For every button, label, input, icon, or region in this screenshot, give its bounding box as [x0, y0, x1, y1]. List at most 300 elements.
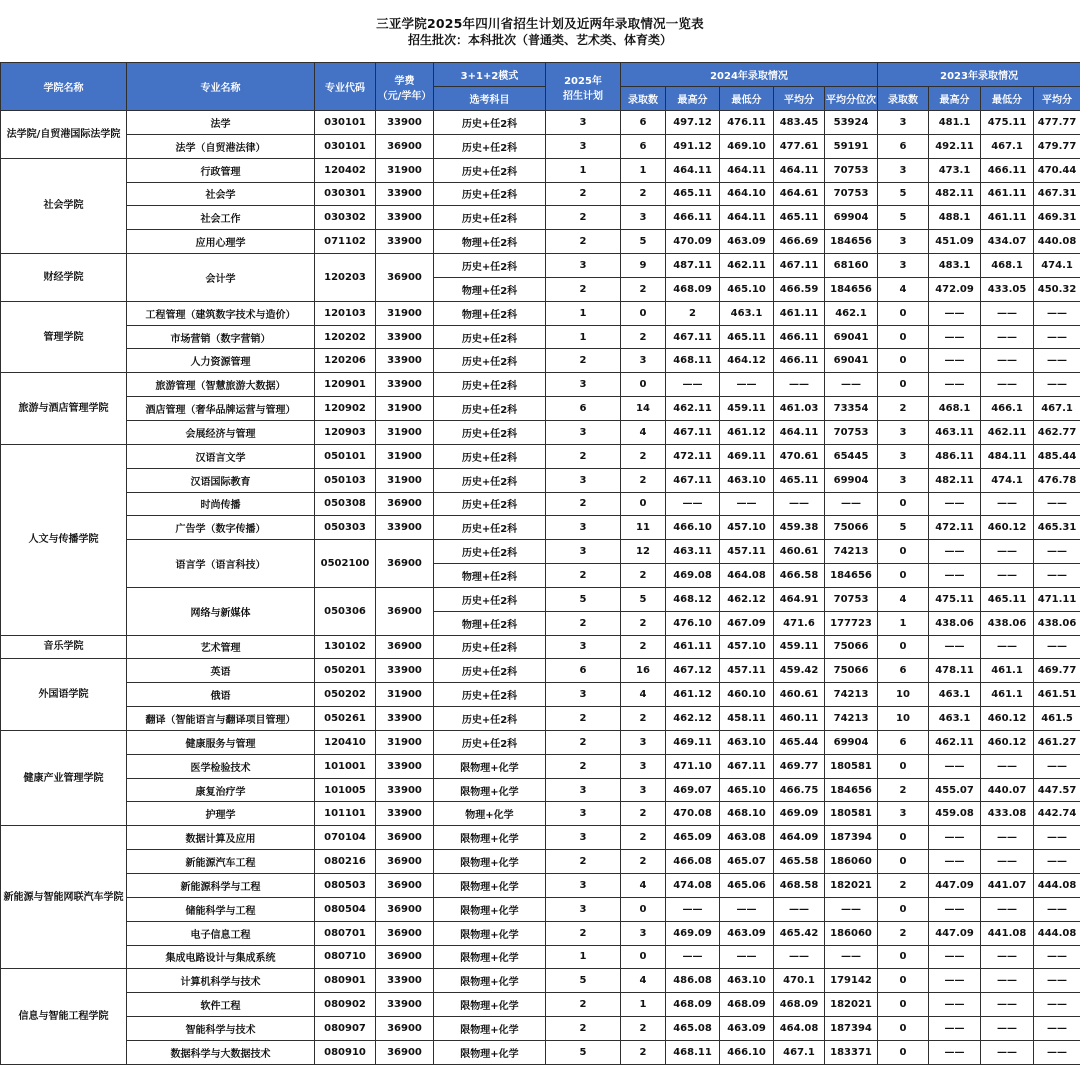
min-score-2024: 459.11 — [720, 397, 774, 421]
admitted-2023: 3 — [878, 158, 929, 182]
max-score-2024: 466.10 — [666, 516, 720, 540]
max-score-2023: 472.11 — [929, 516, 981, 540]
min-score-2024: 464.10 — [720, 182, 774, 206]
max-score-2024: 476.10 — [666, 611, 720, 635]
min-score-2024: 469.11 — [720, 444, 774, 468]
admitted-2023: 0 — [878, 1040, 929, 1064]
max-score-2024: 472.11 — [666, 444, 720, 468]
min-score-2023: 466.11 — [981, 158, 1034, 182]
min-score-2024: 457.10 — [720, 516, 774, 540]
avg-rank-2024: 75066 — [825, 516, 878, 540]
tuition-fee: 36900 — [376, 874, 434, 898]
max-score-2024: 462.12 — [666, 707, 720, 731]
plan-2025: 3 — [546, 778, 621, 802]
title-block — [0, 0, 1080, 62]
major-code: 120410 — [315, 730, 376, 754]
avg-score-2024: 466.58 — [774, 564, 825, 588]
subject-requirement: 历史+任2科 — [434, 254, 546, 278]
plan-2025: 1 — [546, 945, 621, 969]
min-score-2023: —— — [981, 373, 1034, 397]
tuition-fee: 33900 — [376, 707, 434, 731]
admitted-2023: 0 — [878, 754, 929, 778]
avg-rank-2024: 70753 — [825, 158, 878, 182]
max-score-2024: 467.11 — [666, 420, 720, 444]
plan-2025: 3 — [546, 468, 621, 492]
table-row — [1, 1040, 1080, 1064]
plan-2025: 5 — [546, 1040, 621, 1064]
avg-score-2023: —— — [1034, 540, 1080, 564]
admitted-2023: 0 — [878, 492, 929, 516]
admitted-2024: 3 — [621, 754, 666, 778]
major-code: 080907 — [315, 1017, 376, 1041]
subject-requirement: 限物理+化学 — [434, 754, 546, 778]
admitted-2023: 1 — [878, 611, 929, 635]
plan-2025: 3 — [546, 420, 621, 444]
plan-2025: 2 — [546, 921, 621, 945]
avg-score-2024: —— — [774, 492, 825, 516]
tuition-fee: 36900 — [376, 492, 434, 516]
header-plan-line2: 招生计划 — [563, 90, 603, 102]
min-score-2023: 468.1 — [981, 254, 1034, 278]
avg-score-2024: 469.09 — [774, 802, 825, 826]
avg-score-2024: 483.45 — [774, 111, 825, 135]
max-score-2024: 462.11 — [666, 397, 720, 421]
tuition-fee: 33900 — [376, 969, 434, 993]
plan-2025: 2 — [546, 182, 621, 206]
major-name: 软件工程 — [127, 993, 315, 1017]
admitted-2023: 10 — [878, 683, 929, 707]
tuition-fee: 36900 — [376, 134, 434, 158]
avg-score-2023: —— — [1034, 325, 1080, 349]
min-score-2023: 474.1 — [981, 468, 1034, 492]
header-2023-col: 最低分 — [981, 87, 1034, 111]
header-2024: 2024年录取情况 — [621, 63, 878, 87]
admitted-2023: 2 — [878, 397, 929, 421]
tuition-fee: 36900 — [376, 945, 434, 969]
major-name: 健康服务与管理 — [127, 730, 315, 754]
major-name: 电子信息工程 — [127, 921, 315, 945]
avg-rank-2024: 184656 — [825, 230, 878, 254]
admitted-2023: 3 — [878, 802, 929, 826]
header-2023-col: 录取数 — [878, 87, 929, 111]
avg-score-2023: 465.31 — [1034, 516, 1080, 540]
plan-2025: 2 — [546, 349, 621, 373]
tuition-fee: 36900 — [376, 540, 434, 588]
college-name: 信息与智能工程学院 — [1, 969, 127, 1064]
tuition-fee: 33900 — [376, 349, 434, 373]
table-row — [1, 659, 1080, 683]
avg-score-2023: 444.08 — [1034, 874, 1080, 898]
min-score-2023: —— — [981, 754, 1034, 778]
table-row — [1, 111, 1080, 135]
avg-score-2023: 461.27 — [1034, 730, 1080, 754]
table-row — [1, 254, 1080, 278]
major-name: 社会学 — [127, 182, 315, 206]
min-score-2024: 468.09 — [720, 993, 774, 1017]
major-name: 新能源汽车工程 — [127, 850, 315, 874]
major-code: 050103 — [315, 468, 376, 492]
admitted-2024: 9 — [621, 254, 666, 278]
admitted-2024: 2 — [621, 564, 666, 588]
table-row — [1, 778, 1080, 802]
header-2023: 2023年录取情况 — [878, 63, 1080, 87]
tuition-fee: 33900 — [376, 206, 434, 230]
max-score-2024: 469.07 — [666, 778, 720, 802]
admitted-2024: 0 — [621, 492, 666, 516]
min-score-2024: 466.10 — [720, 1040, 774, 1064]
min-score-2023: 484.11 — [981, 444, 1034, 468]
avg-score-2024: 465.42 — [774, 921, 825, 945]
admitted-2023: 2 — [878, 778, 929, 802]
max-score-2023: —— — [929, 826, 981, 850]
major-code: 0502100 — [315, 540, 376, 588]
admitted-2023: 2 — [878, 921, 929, 945]
major-name: 数据计算及应用 — [127, 826, 315, 850]
avg-score-2023: 444.08 — [1034, 921, 1080, 945]
avg-score-2024: 466.69 — [774, 230, 825, 254]
max-score-2023: 492.11 — [929, 134, 981, 158]
min-score-2024: 476.11 — [720, 111, 774, 135]
min-score-2024: 465.10 — [720, 778, 774, 802]
table-header — [1, 63, 1080, 111]
avg-score-2024: 464.91 — [774, 587, 825, 611]
min-score-2024: —— — [720, 373, 774, 397]
subject-requirement: 限物理+化学 — [434, 874, 546, 898]
major-code: 080902 — [315, 993, 376, 1017]
min-score-2023: 467.1 — [981, 134, 1034, 158]
table-row — [1, 945, 1080, 969]
tuition-fee: 33900 — [376, 802, 434, 826]
plan-2025: 2 — [546, 993, 621, 1017]
header-2024-col: 平均分位次 — [825, 87, 878, 111]
major-code: 120901 — [315, 373, 376, 397]
admitted-2024: 4 — [621, 420, 666, 444]
max-score-2023: —— — [929, 945, 981, 969]
major-code: 030101 — [315, 111, 376, 135]
plan-2025: 6 — [546, 659, 621, 683]
plan-2025: 2 — [546, 850, 621, 874]
major-name: 人力资源管理 — [127, 349, 315, 373]
college-name: 社会学院 — [1, 158, 127, 253]
max-score-2023: 478.11 — [929, 659, 981, 683]
admitted-2024: 0 — [621, 373, 666, 397]
min-score-2023: 466.1 — [981, 397, 1034, 421]
admitted-2024: 2 — [621, 802, 666, 826]
avg-score-2024: 460.61 — [774, 683, 825, 707]
min-score-2023: —— — [981, 540, 1034, 564]
tuition-fee: 33900 — [376, 516, 434, 540]
min-score-2023: 460.12 — [981, 707, 1034, 731]
major-code: 080503 — [315, 874, 376, 898]
plan-2025: 2 — [546, 492, 621, 516]
plan-2025: 3 — [546, 373, 621, 397]
plan-2025: 2 — [546, 230, 621, 254]
avg-score-2024: 464.08 — [774, 1017, 825, 1041]
admitted-2024: 2 — [621, 611, 666, 635]
min-score-2023: —— — [981, 325, 1034, 349]
max-score-2023: —— — [929, 1017, 981, 1041]
plan-2025: 3 — [546, 897, 621, 921]
min-score-2024: 457.11 — [720, 540, 774, 564]
max-score-2024: —— — [666, 373, 720, 397]
tuition-fee: 33900 — [376, 111, 434, 135]
avg-score-2024: 459.38 — [774, 516, 825, 540]
max-score-2024: 2 — [666, 301, 720, 325]
max-score-2023: 482.11 — [929, 468, 981, 492]
admitted-2024: 2 — [621, 468, 666, 492]
avg-score-2023: 461.51 — [1034, 683, 1080, 707]
avg-score-2024: —— — [774, 945, 825, 969]
avg-score-2023: 485.44 — [1034, 444, 1080, 468]
min-score-2024: —— — [720, 492, 774, 516]
avg-score-2024: 461.11 — [774, 301, 825, 325]
major-code: 101101 — [315, 802, 376, 826]
max-score-2023: 468.1 — [929, 397, 981, 421]
tuition-fee: 31900 — [376, 158, 434, 182]
avg-score-2023: 442.74 — [1034, 802, 1080, 826]
max-score-2024: 466.11 — [666, 206, 720, 230]
admitted-2023: 5 — [878, 206, 929, 230]
min-score-2024: 458.11 — [720, 707, 774, 731]
tuition-fee: 31900 — [376, 397, 434, 421]
major-name: 法学 — [127, 111, 315, 135]
avg-score-2023: 461.5 — [1034, 707, 1080, 731]
avg-score-2024: 466.11 — [774, 349, 825, 373]
max-score-2023: 455.07 — [929, 778, 981, 802]
plan-2025: 2 — [546, 1017, 621, 1041]
avg-rank-2024: 462.1 — [825, 301, 878, 325]
subject-requirement: 历史+任2科 — [434, 707, 546, 731]
table-row — [1, 134, 1080, 158]
table-row — [1, 492, 1080, 516]
major-code: 080901 — [315, 969, 376, 993]
major-code: 101001 — [315, 754, 376, 778]
admitted-2024: 16 — [621, 659, 666, 683]
admitted-2023: 0 — [878, 635, 929, 659]
plan-2025: 2 — [546, 611, 621, 635]
min-score-2024: 462.11 — [720, 254, 774, 278]
max-score-2023: 463.1 — [929, 683, 981, 707]
subject-requirement: 历史+任2科 — [434, 206, 546, 230]
admitted-2024: 3 — [621, 730, 666, 754]
subject-requirement: 历史+任2科 — [434, 516, 546, 540]
major-code: 070104 — [315, 826, 376, 850]
admitted-2023: 3 — [878, 468, 929, 492]
table-row — [1, 516, 1080, 540]
major-name: 英语 — [127, 659, 315, 683]
admitted-2024: 4 — [621, 874, 666, 898]
subject-requirement: 物理+任2科 — [434, 611, 546, 635]
max-score-2023: 459.08 — [929, 802, 981, 826]
table-row — [1, 921, 1080, 945]
admitted-2024: 3 — [621, 349, 666, 373]
min-score-2023: 462.11 — [981, 420, 1034, 444]
admitted-2023: 0 — [878, 373, 929, 397]
min-score-2023: —— — [981, 897, 1034, 921]
plan-2025: 2 — [546, 206, 621, 230]
avg-rank-2024: 74213 — [825, 707, 878, 731]
avg-score-2024: 465.44 — [774, 730, 825, 754]
min-score-2024: 467.09 — [720, 611, 774, 635]
header-2023-col: 平均分 — [1034, 87, 1080, 111]
avg-score-2023: 462.77 — [1034, 420, 1080, 444]
college-name: 新能源与智能网联汽车学院 — [1, 826, 127, 969]
major-name: 会计学 — [127, 254, 315, 302]
admitted-2024: 1 — [621, 993, 666, 1017]
max-score-2024: 468.11 — [666, 1040, 720, 1064]
avg-rank-2024: 73354 — [825, 397, 878, 421]
min-score-2024: 463.10 — [720, 969, 774, 993]
avg-score-2024: 467.11 — [774, 254, 825, 278]
table-row — [1, 635, 1080, 659]
avg-score-2023: —— — [1034, 349, 1080, 373]
min-score-2024: —— — [720, 945, 774, 969]
min-score-2023: 461.1 — [981, 659, 1034, 683]
header-fee-line2: （元/学年） — [377, 90, 432, 102]
max-score-2024: 497.12 — [666, 111, 720, 135]
avg-rank-2024: 70753 — [825, 182, 878, 206]
avg-score-2023: 450.32 — [1034, 277, 1080, 301]
table-row — [1, 969, 1080, 993]
major-code: 130102 — [315, 635, 376, 659]
major-code: 080504 — [315, 897, 376, 921]
max-score-2023: —— — [929, 993, 981, 1017]
avg-score-2024: 460.61 — [774, 540, 825, 564]
min-score-2024: 457.10 — [720, 635, 774, 659]
max-score-2024: 467.11 — [666, 468, 720, 492]
major-name: 护理学 — [127, 802, 315, 826]
admitted-2024: 3 — [621, 778, 666, 802]
plan-2025: 3 — [546, 134, 621, 158]
subject-requirement: 限物理+化学 — [434, 993, 546, 1017]
avg-rank-2024: 75066 — [825, 659, 878, 683]
subject-requirement: 历史+任2科 — [434, 683, 546, 707]
min-score-2023: —— — [981, 349, 1034, 373]
admitted-2024: 2 — [621, 635, 666, 659]
avg-rank-2024: 182021 — [825, 993, 878, 1017]
max-score-2023: 463.1 — [929, 707, 981, 731]
avg-score-2024: 467.1 — [774, 1040, 825, 1064]
plan-2025: 3 — [546, 254, 621, 278]
min-score-2024: 468.10 — [720, 802, 774, 826]
admitted-2024: 6 — [621, 111, 666, 135]
header-2024-col: 录取数 — [621, 87, 666, 111]
min-score-2024: 464.11 — [720, 206, 774, 230]
admitted-2023: 4 — [878, 277, 929, 301]
admitted-2024: 12 — [621, 540, 666, 564]
table-row — [1, 1017, 1080, 1041]
max-score-2023: 438.06 — [929, 611, 981, 635]
avg-score-2023: —— — [1034, 1017, 1080, 1041]
major-code: 120902 — [315, 397, 376, 421]
college-name: 音乐学院 — [1, 635, 127, 659]
max-score-2024: 487.11 — [666, 254, 720, 278]
min-score-2023: —— — [981, 945, 1034, 969]
admitted-2024: 4 — [621, 683, 666, 707]
avg-score-2024: 461.03 — [774, 397, 825, 421]
table-row — [1, 683, 1080, 707]
admitted-2023: 4 — [878, 587, 929, 611]
avg-score-2024: 466.11 — [774, 325, 825, 349]
subject-requirement: 限物理+化学 — [434, 1017, 546, 1041]
document-title: 三亚学院2025年四川省招生计划及近两年录取情况一览表 — [376, 16, 704, 31]
avg-score-2023: 469.77 — [1034, 659, 1080, 683]
min-score-2023: 433.05 — [981, 277, 1034, 301]
avg-rank-2024: 53924 — [825, 111, 878, 135]
max-score-2024: 474.08 — [666, 874, 720, 898]
admitted-2023: 5 — [878, 182, 929, 206]
avg-score-2023: 470.44 — [1034, 158, 1080, 182]
tuition-fee: 33900 — [376, 230, 434, 254]
avg-score-2024: 471.6 — [774, 611, 825, 635]
avg-rank-2024: 186060 — [825, 921, 878, 945]
admitted-2023: 0 — [878, 540, 929, 564]
major-code: 050308 — [315, 492, 376, 516]
max-score-2024: 465.08 — [666, 1017, 720, 1041]
avg-score-2024: 464.09 — [774, 826, 825, 850]
admitted-2023: 0 — [878, 301, 929, 325]
max-score-2023: 488.1 — [929, 206, 981, 230]
avg-score-2023: —— — [1034, 945, 1080, 969]
avg-score-2024: 466.75 — [774, 778, 825, 802]
avg-score-2024: 470.1 — [774, 969, 825, 993]
max-score-2023: —— — [929, 564, 981, 588]
max-score-2024: —— — [666, 897, 720, 921]
major-name: 时尚传播 — [127, 492, 315, 516]
admitted-2023: 3 — [878, 230, 929, 254]
tuition-fee: 36900 — [376, 1040, 434, 1064]
major-name: 新能源科学与工程 — [127, 874, 315, 898]
subject-requirement: 物理+任2科 — [434, 564, 546, 588]
avg-score-2024: 468.09 — [774, 993, 825, 1017]
min-score-2024: 467.11 — [720, 754, 774, 778]
avg-rank-2024: 177723 — [825, 611, 878, 635]
plan-2025: 3 — [546, 683, 621, 707]
avg-score-2023: —— — [1034, 993, 1080, 1017]
plan-2025: 3 — [546, 516, 621, 540]
admitted-2024: 2 — [621, 1040, 666, 1064]
admitted-2023: 0 — [878, 945, 929, 969]
avg-score-2024: 464.11 — [774, 158, 825, 182]
tuition-fee: 36900 — [376, 897, 434, 921]
avg-score-2024: 465.11 — [774, 206, 825, 230]
plan-2025: 2 — [546, 754, 621, 778]
avg-rank-2024: —— — [825, 492, 878, 516]
major-name: 会展经济与管理 — [127, 420, 315, 444]
plan-2025: 1 — [546, 325, 621, 349]
avg-rank-2024: 184656 — [825, 564, 878, 588]
table-row — [1, 349, 1080, 373]
min-score-2024: 464.12 — [720, 349, 774, 373]
table-row — [1, 373, 1080, 397]
avg-score-2023: —— — [1034, 492, 1080, 516]
min-score-2023: 465.11 — [981, 587, 1034, 611]
subject-requirement: 历史+任2科 — [434, 492, 546, 516]
major-name: 行政管理 — [127, 158, 315, 182]
major-name: 广告学（数字传播） — [127, 516, 315, 540]
admitted-2024: 14 — [621, 397, 666, 421]
major-code: 080910 — [315, 1040, 376, 1064]
tuition-fee: 33900 — [376, 993, 434, 1017]
plan-2025: 5 — [546, 969, 621, 993]
avg-score-2023: 471.11 — [1034, 587, 1080, 611]
avg-rank-2024: 187394 — [825, 1017, 878, 1041]
avg-score-2024: 466.59 — [774, 277, 825, 301]
major-name: 社会工作 — [127, 206, 315, 230]
header-2024-col: 最低分 — [720, 87, 774, 111]
min-score-2023: —— — [981, 993, 1034, 1017]
max-score-2024: 465.09 — [666, 826, 720, 850]
